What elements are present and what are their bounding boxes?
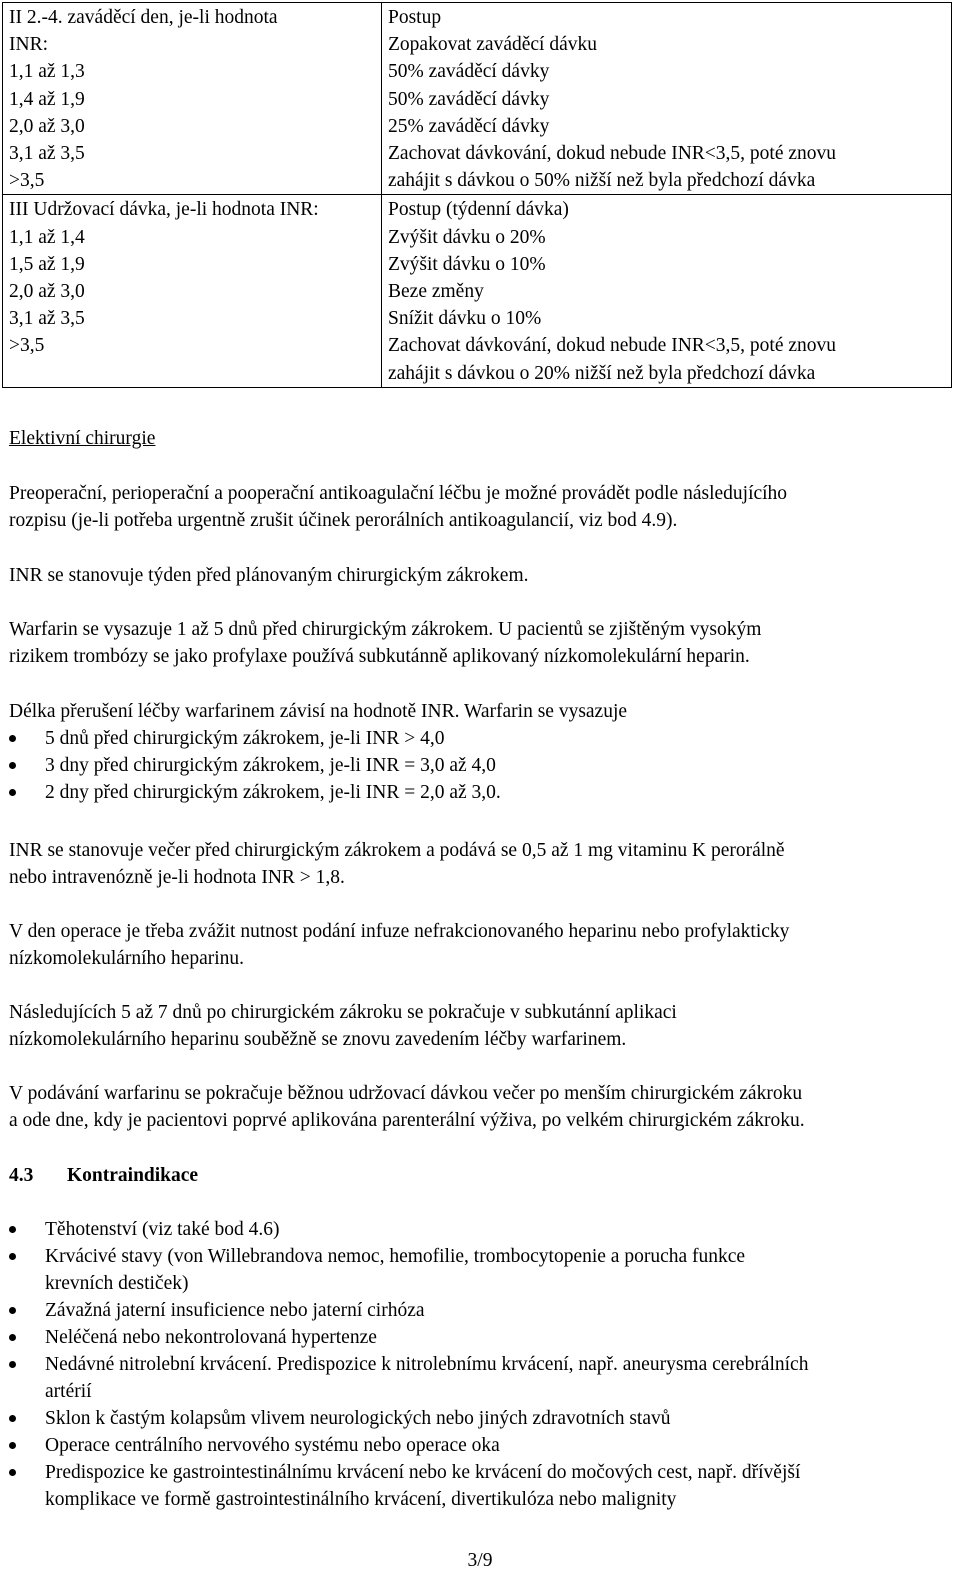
list-item-text: Predispozice ke gastrointestinálnímu krvácení nebo ke krvácení do močových cest, např. dřívější <box>45 1462 801 1483</box>
bullet-icon <box>9 1307 16 1314</box>
cell-line: INR: <box>9 34 48 56</box>
cell-line: Zachovat dávkování, dokud nebude INR<3,5, poté znovu <box>388 143 837 165</box>
list-item-text: artérií <box>45 1381 92 1402</box>
cell-line: 1,1 až 1,4 <box>9 226 85 248</box>
list-item-text: Neléčená nebo nekontrolovaná hypertenze <box>45 1327 377 1348</box>
withdrawal-list <box>9 725 954 806</box>
list-item-text: krevních destiček) <box>45 1273 189 1294</box>
bullet-icon <box>9 1361 16 1368</box>
loading-action-cell <box>382 3 952 195</box>
paragraph-schedule <box>9 480 954 534</box>
paragraph-warfarin-stop <box>9 616 954 670</box>
cell-line: 2,0 až 3,0 <box>9 115 85 137</box>
text-line: nízkomolekulárního heparinu. <box>9 948 245 969</box>
text-line: V podávání warfarinu se pokračuje běžnou udržovací dávkou večer po menším chirurgickém zákroku <box>9 1083 803 1104</box>
list-item <box>9 779 954 806</box>
cell-line: Zvýšit dávku o 20% <box>388 226 546 248</box>
cell-line: Zachovat dávkování, dokud nebude INR<3,5, poté znovu <box>388 335 837 357</box>
bullet-icon <box>9 789 16 796</box>
paragraph-post-surgery <box>9 999 954 1053</box>
cell-line: Postup <box>388 7 442 28</box>
text-line: INR se stanovuje večer před chirurgickým zákrokem a podává se 0,5 až 1 mg vitaminu K perorálně <box>9 840 785 861</box>
text-line: a ode dne, kdy je pacientovi poprvé aplikována parenterální výživa, po velkém chirurgickém zákroku. <box>9 1110 805 1131</box>
cell-line: 2,0 až 3,0 <box>9 281 85 303</box>
list-item <box>9 725 954 752</box>
text-line: Warfarin se vysazuje 1 až 5 dnů před chirurgickým zákrokem. U pacientů se zjištěným vysokým <box>9 619 762 640</box>
list-item-text: Sklon k častým kolapsům vlivem neurologických nebo jiných zdravotních stavů <box>45 1408 671 1429</box>
list-item-text: komplikace ve formě gastrointestinálního krvácení, divertikulóza nebo malignity <box>45 1489 677 1510</box>
list-item <box>9 1432 954 1459</box>
list-item-text: 3 dny před chirurgickým zákrokem, je-li INR = 3,0 až 4,0 <box>45 755 496 776</box>
paragraph-vitamin-k <box>9 837 954 891</box>
bullet-icon <box>9 1226 16 1233</box>
cell-line: 3,1 až 3,5 <box>9 143 85 165</box>
loading-inr-cell <box>3 3 382 195</box>
table-row-loading <box>3 3 952 195</box>
table-row-maintenance <box>3 195 952 387</box>
list-item-text: Nedávné nitrolební krvácení. Predispozice k nitrolebnímu krvácení, např. aneurysma cerebrálních <box>45 1354 809 1375</box>
paragraph-interruption-length: Délka přerušení léčby warfarinem závisí na hodnotě INR. Warfarin se vysazuje <box>9 701 628 722</box>
section-heading <box>9 1162 198 1189</box>
list-item <box>9 1351 954 1405</box>
cell-line: 3,1 až 3,5 <box>9 308 85 330</box>
text-line: rizikem trombózy se jako profylaxe používá subkutánně aplikovaný nízkomolekulární heparin. <box>9 646 750 667</box>
paragraph-continuation <box>9 1080 954 1134</box>
list-item <box>9 1297 954 1324</box>
paragraph-operation-day <box>9 918 954 972</box>
bullet-icon <box>9 735 16 742</box>
bullet-icon <box>9 762 16 769</box>
text-line: nízkomolekulárního heparinu souběžně se znovu zavedením léčby warfarinem. <box>9 1029 627 1050</box>
cell-line: Zvýšit dávku o 10% <box>388 253 546 275</box>
cell-line: II 2.-4. zaváděcí den, je-li hodnota <box>9 7 278 28</box>
text-line: V den operace je třeba zvážit nutnost podání infuze nefrakcionovaného heparinu nebo profylakticky <box>9 921 790 942</box>
cell-line: Snížit dávku o 10% <box>388 308 542 330</box>
section-number: 4.3 <box>9 1165 34 1186</box>
bullet-icon <box>9 1469 16 1476</box>
maintenance-action-cell <box>382 195 952 387</box>
list-item-text: Operace centrálního nervového systému nebo operace oka <box>45 1435 500 1456</box>
cell-line: Zopakovat zaváděcí dávku <box>388 34 597 56</box>
list-item <box>9 1459 954 1513</box>
text-line: Preoperační, perioperační a pooperační antikoagulační léčbu je možné provádět podle následujícího <box>9 483 788 504</box>
page-number: 3/9 <box>467 1550 493 1571</box>
cell-line: zahájit s dávkou o 50% nižší než byla předchozí dávka <box>388 170 816 192</box>
bullet-icon <box>9 1253 16 1260</box>
text-line: rozpisu (je-li potřeba urgentně zrušit účinek perorálních antikoagulancií, viz bod 4.9). <box>9 510 678 531</box>
cell-line: 1,5 až 1,9 <box>9 253 85 275</box>
list-item <box>9 1243 954 1297</box>
bullet-icon <box>9 1334 16 1341</box>
cell-line: Beze změny <box>388 281 484 303</box>
maintenance-inr-cell <box>3 195 382 387</box>
cell-line: >3,5 <box>9 335 45 357</box>
cell-line: 50% zaváděcí dávky <box>388 88 550 110</box>
contraindications-list <box>9 1216 954 1513</box>
bullet-icon <box>9 1415 16 1422</box>
list-item-text: 5 dnů před chirurgickým zákrokem, je-li INR > 4,0 <box>45 728 445 749</box>
elective-surgery-heading: Elektivní chirurgie <box>9 428 156 449</box>
cell-line: 1,4 až 1,9 <box>9 88 85 110</box>
list-item <box>9 1216 954 1243</box>
text-line: nebo intravenózně je-li hodnota INR > 1,8. <box>9 867 345 888</box>
list-item <box>9 1405 954 1432</box>
cell-line: III Udržovací dávka, je-li hodnota INR: <box>9 199 319 221</box>
text-line: Následujících 5 až 7 dnů po chirurgickém zákroku se pokračuje v subkutánní aplikaci <box>9 1002 677 1023</box>
cell-line: >3,5 <box>9 170 45 192</box>
cell-line: zahájit s dávkou o 20% nižší než byla předchozí dávka <box>388 362 816 384</box>
dosing-table <box>2 2 952 388</box>
list-item-text: 2 dny před chirurgickým zákrokem, je-li INR = 2,0 až 3,0. <box>45 782 501 803</box>
cell-line: Postup (týdenní dávka) <box>388 199 569 221</box>
cell-line: 1,1 až 1,3 <box>9 61 85 83</box>
paragraph-inr-week: INR se stanovuje týden před plánovaným chirurgickým zákrokem. <box>9 565 529 586</box>
cell-line: 50% zaváděcí dávky <box>388 61 550 83</box>
section-title: Kontraindikace <box>67 1165 199 1186</box>
list-item-text: Těhotenství (viz také bod 4.6) <box>45 1219 280 1240</box>
list-item-text: Krvácivé stavy (von Willebrandova nemoc, hemofilie, trombocytopenie a porucha funkce <box>45 1246 746 1267</box>
cell-line: 25% zaváděcí dávky <box>388 115 550 137</box>
list-item <box>9 1324 954 1351</box>
list-item-text: Závažná jaterní insuficience nebo jaterní cirhóza <box>45 1300 425 1321</box>
bullet-icon <box>9 1442 16 1449</box>
list-item <box>9 752 954 779</box>
